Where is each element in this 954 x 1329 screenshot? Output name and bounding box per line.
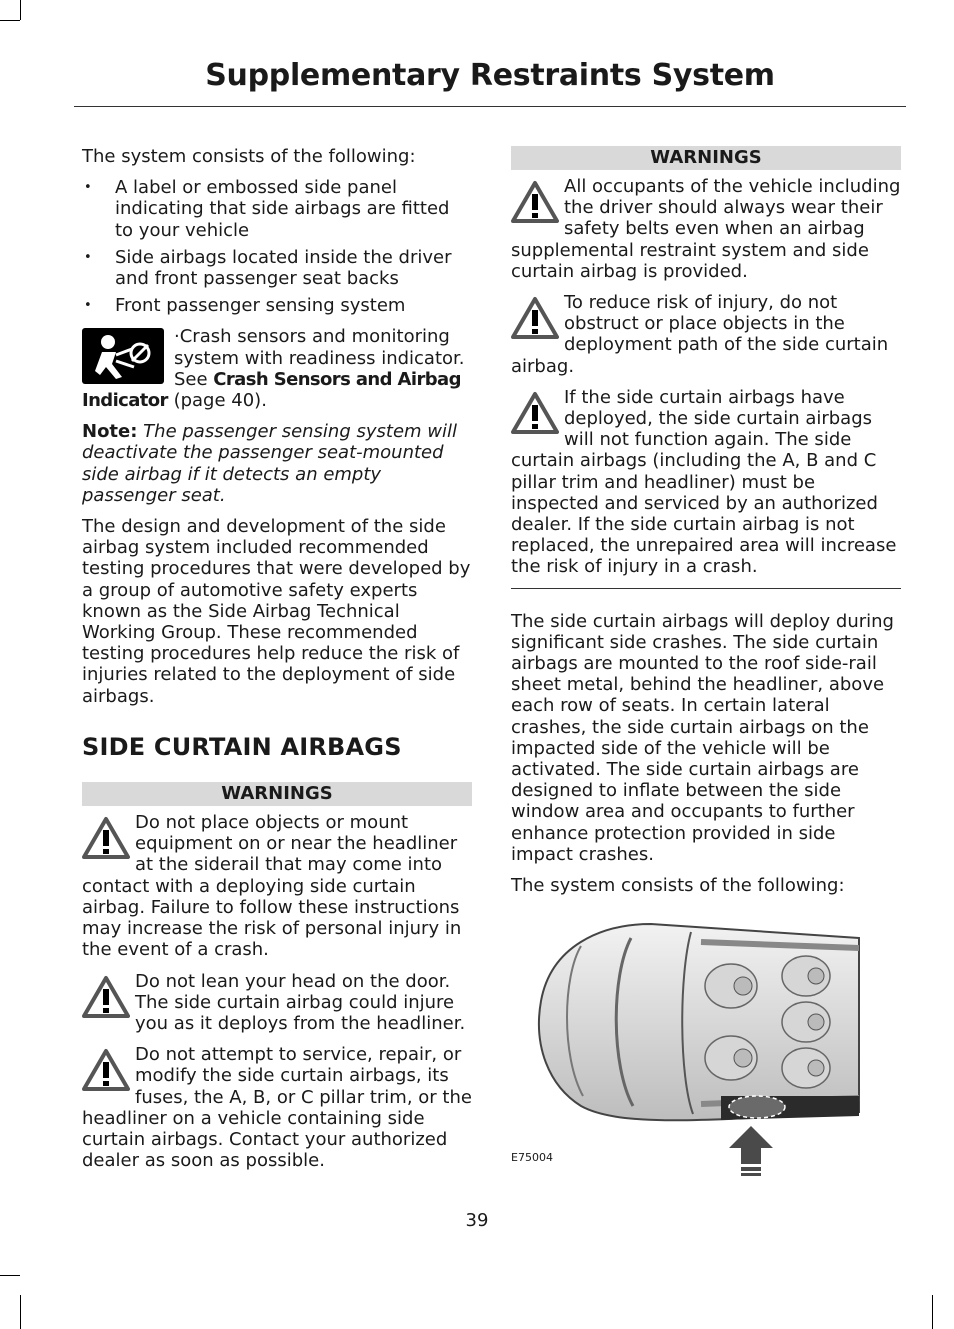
list-item: • Side airbags located inside the driver and front passenger seat backs bbox=[82, 247, 472, 289]
list-item: • A label or embossed side panel indicating that side airbags are fitted to your vehicle bbox=[82, 177, 472, 241]
crop-mark bbox=[932, 1295, 933, 1329]
deploy-paragraph: The side curtain airbags will deploy during significant side crashes. The side curtain airbags are mounted to the roof side-rail sheet metal, behind the headliner, above each row of seats. In certain lateral crashes, the side curtain airbags on the impacted side of the vehicle will be activated. The side curtain airbags are designed to inflate between the side window area and occupants to further enhance protection provided in side impact crashes. bbox=[511, 610, 894, 865]
warning-item bbox=[82, 1044, 472, 1171]
system-list bbox=[82, 177, 472, 316]
page-title: Supplementary Restraints System bbox=[205, 58, 775, 93]
crop-mark bbox=[0, 20, 20, 21]
page-reference: (page 40). bbox=[167, 390, 267, 412]
warnings-header: WARNINGS bbox=[82, 782, 472, 806]
right-column bbox=[511, 146, 901, 1176]
figure-label: E75004 bbox=[511, 1151, 553, 1165]
warning-item bbox=[82, 812, 472, 960]
page-number: 39 bbox=[465, 1210, 489, 1231]
warning-triangle-icon bbox=[82, 1048, 130, 1092]
system-paragraph: The system consists of the following: bbox=[511, 875, 845, 897]
warning-text: Do not place objects or mount equipment on or near the headliner at the siderail that may come into contact with a deploying side curtain airbag. Failure to follow these instructions may increase the risk of personal injury in the event of a crash. bbox=[82, 812, 462, 961]
warning-text: To reduce risk of injury, do not obstruct or place objects in the deployment path of the side curtain airbag. bbox=[511, 292, 889, 377]
warnings-header: WARNINGS bbox=[511, 146, 901, 170]
note-text: The passenger sensing system will deactivate the passenger seat-mounted side airbag if it detects an empty passenger seat. bbox=[82, 421, 458, 506]
warning-text: Do not lean your head on the door. The side curtain airbag could injure you as it deploys from the headliner. bbox=[135, 970, 466, 1034]
intro-text: The system consists of the following: bbox=[82, 146, 416, 167]
warning-triangle-icon bbox=[511, 180, 559, 224]
warning-triangle-icon bbox=[82, 975, 130, 1019]
warnings-end-divider bbox=[511, 588, 901, 589]
list-item: • Front passenger sensing system bbox=[82, 295, 472, 316]
warning-text: All occupants of the vehicle including the driver should always wear their safety belts even when an airbag supplemental restraint system and side curtain airbag is provided. bbox=[511, 176, 901, 282]
left-column bbox=[82, 146, 472, 1181]
design-paragraph: The design and development of the side airbag system included recommended testing procedures that were developed by a group of automotive safety experts known as the Side Airbag Technical Working Group. These recommended testing procedures help reduce the risk of injuries related to the deployment of side airbags. bbox=[82, 516, 471, 707]
crash-sensor-link[interactable]: Crash Sensors and Airbag Indicator bbox=[82, 368, 461, 412]
warning-triangle-icon bbox=[82, 816, 130, 860]
warning-item bbox=[82, 971, 472, 1035]
warning-item bbox=[511, 387, 901, 578]
section-heading: SIDE CURTAIN AIRBAGS bbox=[82, 732, 402, 761]
warning-item bbox=[511, 292, 901, 377]
airbag-warning-icon bbox=[82, 328, 164, 384]
warning-triangle-icon bbox=[511, 391, 559, 435]
note-label: Note: bbox=[82, 421, 138, 443]
crop-mark bbox=[20, 1295, 21, 1329]
crash-sensor-paragraph bbox=[82, 326, 472, 411]
crash-sensor-text: ·Crash sensors and monitoring system with readiness indicator. See bbox=[174, 326, 465, 390]
vehicle-top-view-image bbox=[511, 906, 901, 1176]
warning-item bbox=[511, 176, 901, 282]
crop-mark bbox=[0, 1275, 20, 1276]
crop-mark bbox=[20, 0, 21, 20]
warning-triangle-icon bbox=[511, 296, 559, 340]
vehicle-illustration bbox=[511, 906, 901, 1176]
title-divider bbox=[74, 106, 906, 107]
warning-text: Do not attempt to service, repair, or modify the side curtain airbags, its fuses, the A, B, or C pillar trim, or the headliner on a vehicle containing side curtain airbags. Contact your authorized dealer as soon as possible. bbox=[82, 1044, 472, 1172]
note-paragraph bbox=[82, 421, 472, 506]
warning-text: If the side curtain airbags have deployed, the side curtain airbags will not function again. The side curtain airbags (including the A, B and C pillar trim and headliner) must be inspected and serviced by an authorized dealer. If the side curtain airbag is not replaced, the unrepaired area will increase the risk of injury in a crash. bbox=[511, 386, 897, 578]
